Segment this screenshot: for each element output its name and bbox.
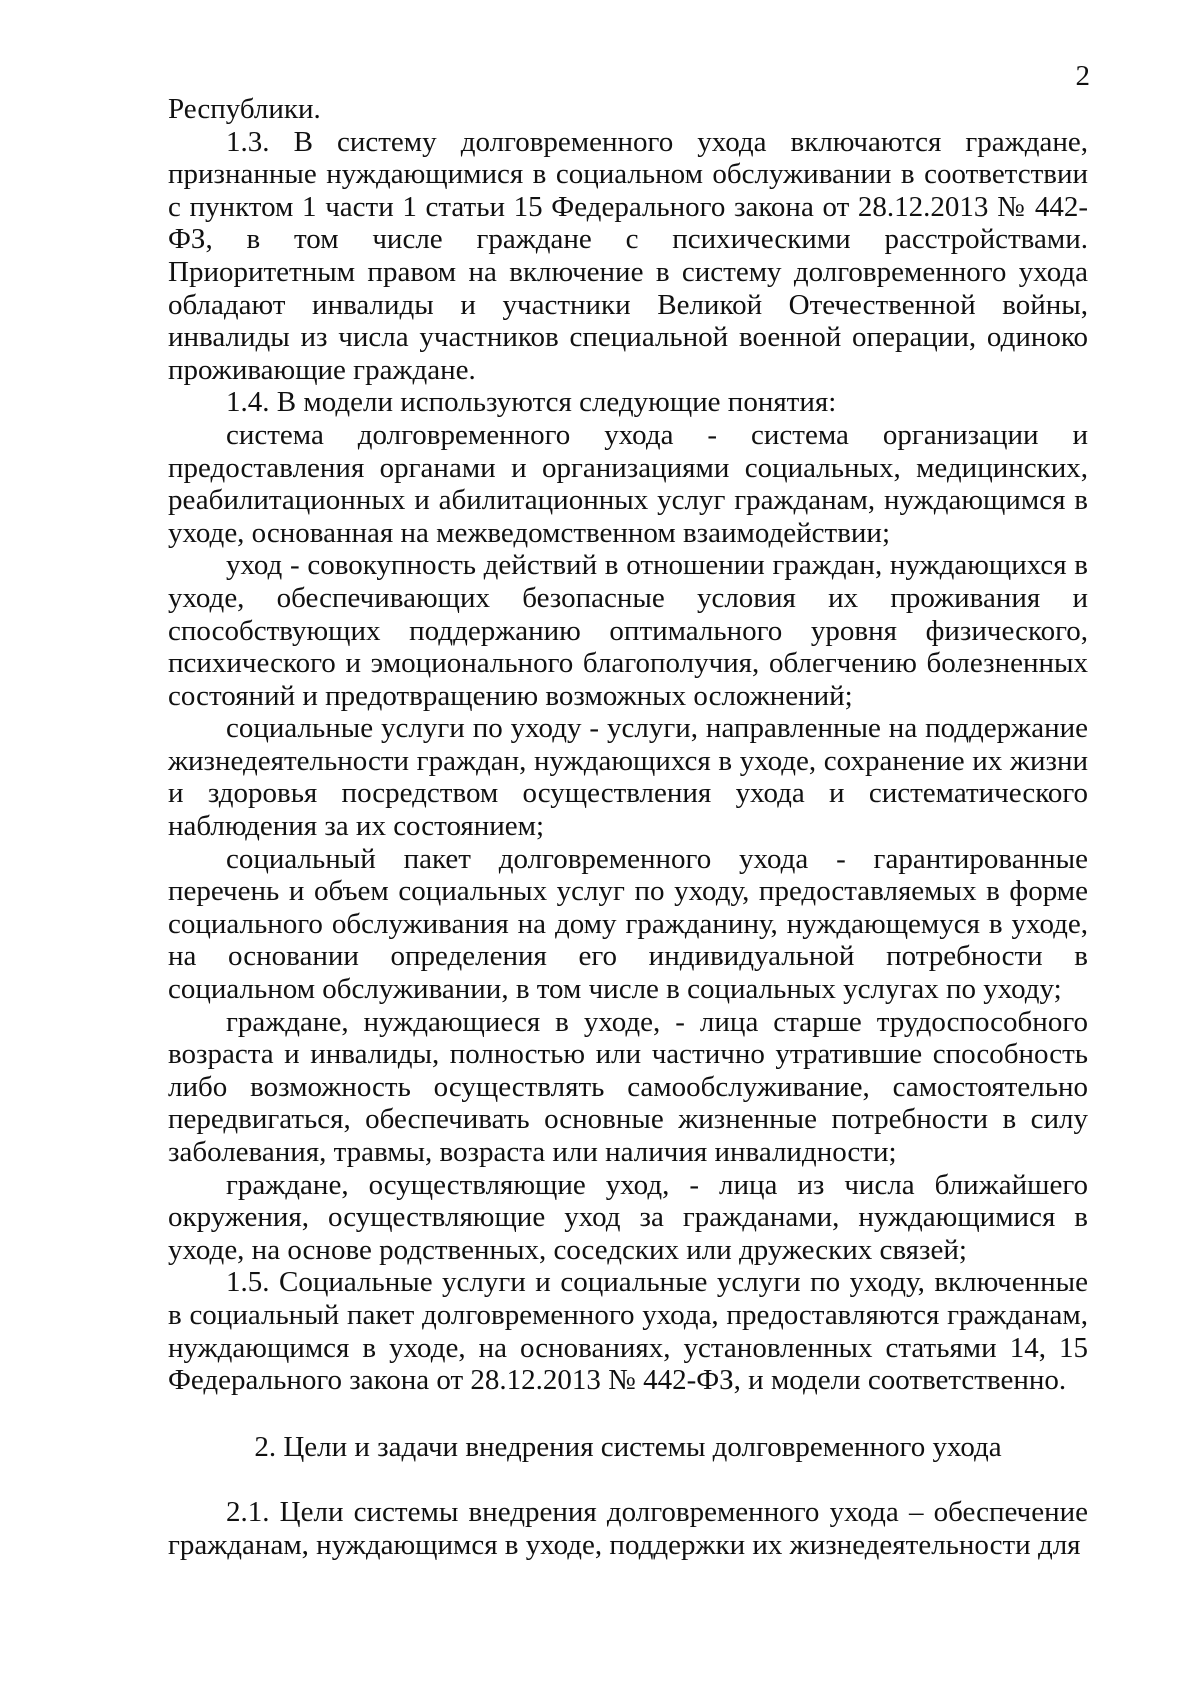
definition-caregivers: граждане, осуществляющие уход, - лица из числа ближайшего окружения, осуществляющие уход за гражданами, нуждающимися в уходе, на основе родственных, соседских или дружеских связей; [168,1168,1088,1266]
definition-social-care-services: социальные услуги по уходу - услуги, направленные на поддержание жизнедеятельности граждан, нуждающихся в уходе, сохранение их жизни и здоровья посредством осуществления ухода и систематического наблюдения за их состоянием; [168,712,1088,843]
section-2-heading: 2. Цели и задачи внедрения системы долговременного ухода [254,1430,1002,1463]
document-body [168,93,1088,1562]
paragraph-1-4: 1.4. В модели используются следующие понятия: [226,386,837,419]
paragraph-2-1: 2.1. Цели системы внедрения долговременного ухода – обеспечение гражданам, нуждающимся в уходе, поддержки их жизнедеятельности для [168,1496,1088,1561]
paragraph-1-5: 1.5. Социальные услуги и социальные услуги по уходу, включенные в социальный пакет долговременного ухода, предоставляются гражданам, нуждающимся в уходе, на основаниях, установленных статьями 14, 15 Федерального закона от 28.12.2013 № 442-ФЗ, и модели соответственно. [168,1266,1088,1397]
page-number: 2 [1075,60,1090,92]
definition-social-package: социальный пакет долговременного ухода - гарантированные перечень и объем социальных услуг по уходу, предоставляемых в форме социального обслуживания на дому гражданину, нуждающемуся в уходе, на основании определения его индивидуальной потребности в социальном обслуживании, в том числе в социальных услугах по уходу; [168,842,1088,1006]
paragraph-continuation: Республики. [168,93,321,125]
definition-citizens-needing-care: граждане, нуждающиеся в уходе, - лица старше трудоспособного возраста и инвалиды, полностью или частично утратившие способность либо возможность осуществлять самообслуживание, самостоятельно передвигаться, обеспечивать основные жизненные потребности в силу заболевания, травмы, возраста или наличия инвалидности; [168,1005,1088,1168]
definition-system-ltc: система долговременного ухода - система организации и предоставления органами и организациями социальных, медицинских, реабилитационных и абилитационных услуг гражданам, нуждающимся в уходе, основанная на межведомственном взаимодействии; [168,418,1088,549]
definition-care: уход - совокупность действий в отношении граждан, нуждающихся в уходе, обеспечивающих безопасные условия их проживания и способствующих поддержанию оптимального уровня физического, психического и эмоционального благополучия, облегчению болезненных состояний и предотвращению возможных осложнений; [168,549,1088,712]
paragraph-1-3: 1.3. В систему долговременного ухода включаются граждане, признанные нуждающимися в социальном обслуживании в соответствии с пунктом 1 части 1 статьи 15 Федерального закона от 28.12.2013 № 442-ФЗ, в том числе граждане с психическими расстройствами. Приоритетным правом на включение в систему долговременного ухода обладают инвалиды и участники Великой Отечественной войны, инвалиды из числа участников специальной военной операции, одиноко проживающие граждане. [168,125,1088,386]
